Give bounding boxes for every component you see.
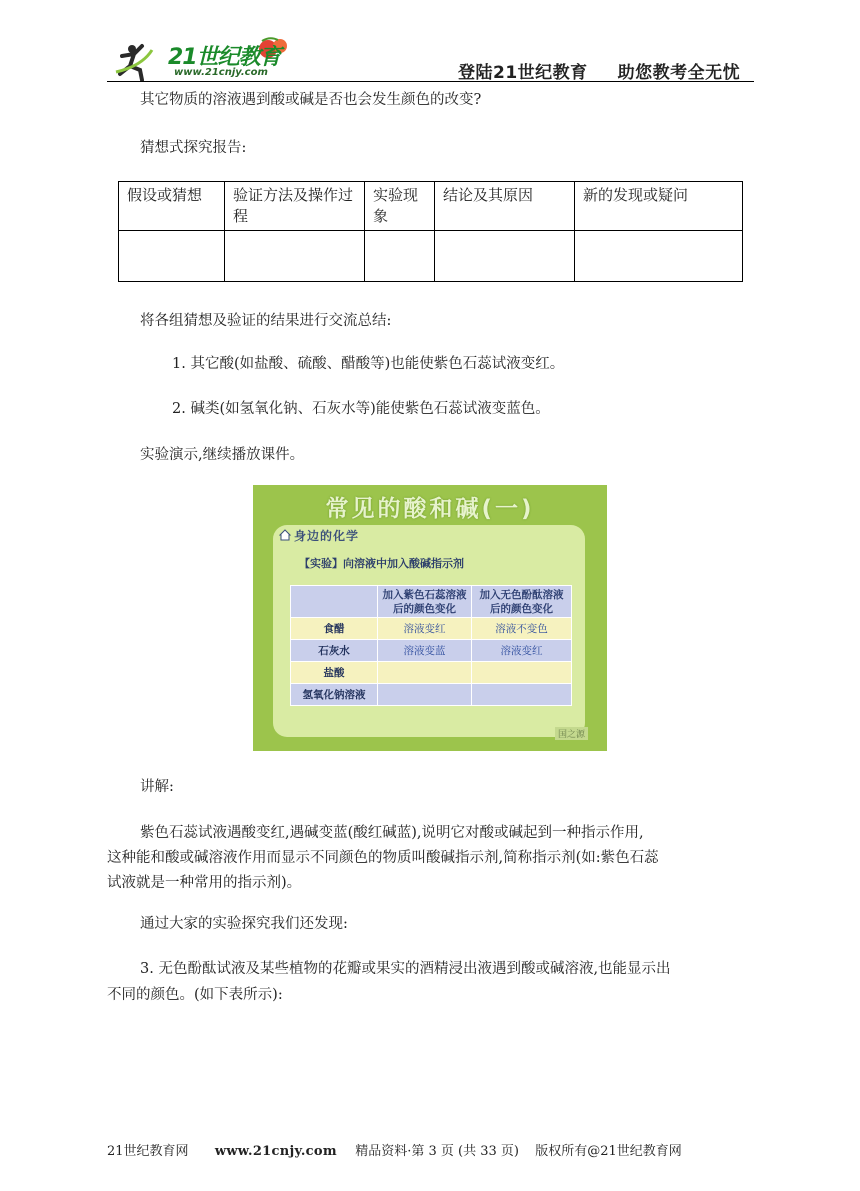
slide-indicator-table [290, 585, 572, 706]
discovery-text: 通过大家的实验探究我们还发现: [140, 916, 348, 932]
report-title: 猜想式探究报告: [140, 140, 247, 156]
slide-cell: 溶液变红 [378, 618, 472, 640]
slide-title: 常见的酸和碱(一) [325, 496, 535, 522]
table-row [291, 618, 572, 640]
page-footer [107, 1140, 682, 1159]
slogan-login: 登陆21世纪教育 [458, 63, 588, 83]
table-cell [119, 231, 225, 282]
question-text: 其它物质的溶液遇到酸或碱是否也会发生颜色的改变? [140, 92, 482, 108]
logo-url: www.21cnjy.com [174, 67, 268, 78]
table-row [291, 662, 572, 684]
courseware-slide [253, 485, 607, 751]
table-row [119, 231, 743, 282]
footer-page-info: 精品资料·第 3 页 (共 33 页) [355, 1144, 519, 1159]
slide-cell [472, 662, 572, 684]
table-header-phenomenon: 实验现象 [365, 182, 435, 231]
slide-cell: 溶液变红 [472, 640, 572, 662]
explain-line-2: 这种能和酸或碱溶液作用而显示不同颜色的物质叫酸碱指示剂,简称指示剂(如:紫色石蕊 [107, 850, 659, 866]
summary-intro: 将各组猜想及验证的结果进行交流总结: [140, 313, 392, 329]
slide-cell [472, 684, 572, 706]
slogan-help: 助您教考全无忧 [617, 63, 741, 83]
slide-row-label: 氢氧化钠溶液 [291, 684, 378, 706]
site-logo [112, 36, 312, 84]
explain-line-1: 紫色石蕊试液遇酸变红,遇碱变蓝(酸红碱蓝),说明它对酸或碱起到一种指示作用, [140, 825, 644, 841]
table-cell [365, 231, 435, 282]
footer-copyright: 版权所有@21世纪教育网 [535, 1144, 682, 1159]
slide-row-label: 食醋 [291, 618, 378, 640]
summary-point-2: 2. 碱类(如氢氧化钠、石灰水等)能使紫色石蕊试液变蓝色。 [172, 401, 550, 417]
table-cell [575, 231, 743, 282]
explain-line-3: 试液就是一种常用的指示剂)。 [107, 875, 302, 891]
slide-heading: 【实验】向溶液中加入酸碱指示剂 [299, 557, 464, 570]
point-3-line-1: 3. 无色酚酞试液及某些植物的花瓣或果实的酒精浸出液遇到酸或碱溶液,也能显示出 [140, 961, 671, 977]
table-cell [225, 231, 365, 282]
slide-cell [378, 662, 472, 684]
table-header-method: 验证方法及操作过程 [225, 182, 365, 231]
table-header-discovery: 新的发现或疑问 [575, 182, 743, 231]
header-divider [107, 81, 754, 82]
table-row [291, 684, 572, 706]
slide-badge: 国之源 [555, 727, 588, 740]
table-row [291, 640, 572, 662]
slide-cell [378, 684, 472, 706]
logo-text: 21世纪教育 [168, 45, 281, 70]
slide-cell: 溶液不变色 [472, 618, 572, 640]
summary-point-1: 1. 其它酸(如盐酸、硫酸、醋酸等)也能使紫色石蕊试液变红。 [172, 356, 565, 372]
footer-site: 21世纪教育网 [107, 1144, 189, 1159]
slide-row-label: 盐酸 [291, 662, 378, 684]
slide-col-phenolphthalein: 加入无色酚酞溶液后的颜色变化 [472, 586, 572, 618]
table-header-hypothesis: 假设或猜想 [119, 182, 225, 231]
home-icon [279, 529, 291, 541]
slide-table-corner [291, 586, 378, 618]
table-cell [435, 231, 575, 282]
slide-row-label: 石灰水 [291, 640, 378, 662]
slide-subtitle: 身边的化学 [294, 529, 360, 543]
slide-cell: 溶液变蓝 [378, 640, 472, 662]
demo-text: 实验演示,继续播放课件。 [140, 447, 305, 463]
explain-label: 讲解: [140, 779, 174, 795]
point-3-line-2: 不同的颜色。(如下表所示): [107, 987, 283, 1003]
footer-url[interactable]: www.21cnjy.com [214, 1144, 337, 1159]
slide-col-litmus: 加入紫色石蕊溶液后的颜色变化 [378, 586, 472, 618]
header-slogan [458, 58, 740, 83]
table-header-conclusion: 结论及其原因 [435, 182, 575, 231]
report-table [118, 181, 743, 282]
